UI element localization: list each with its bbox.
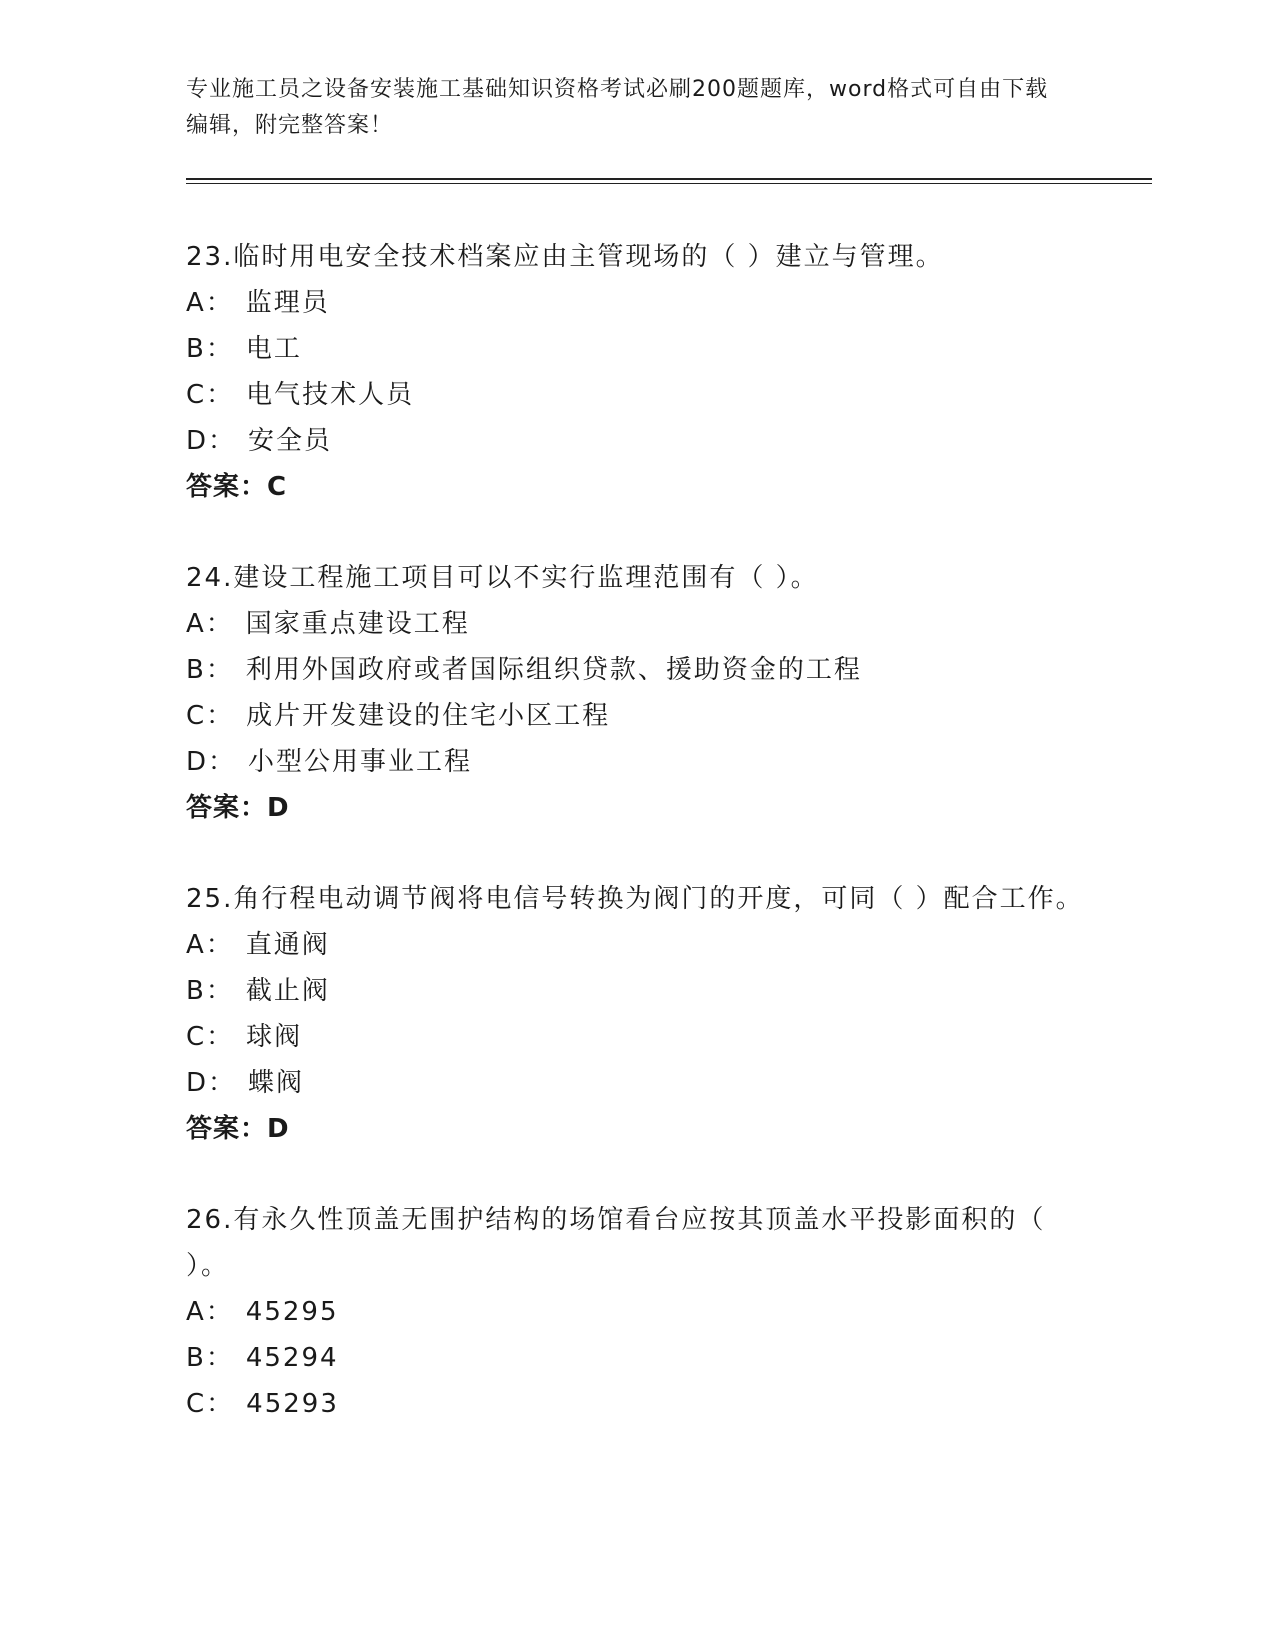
option-a (186, 922, 1086, 968)
option-key: A： (186, 609, 234, 639)
question-item (186, 555, 1086, 831)
option-key: B： (186, 334, 234, 364)
question-text: 23.临时用电安全技术档案应由主管现场的（ ）建立与管理。 (186, 242, 944, 272)
answer-text: 答案：C (186, 472, 288, 502)
option-d (186, 739, 1086, 785)
option-key: C： (186, 701, 235, 731)
question-item (186, 876, 1086, 1152)
header-divider-thin (186, 183, 1152, 184)
option-key: A： (186, 930, 234, 960)
option-text: 安全员 (248, 426, 333, 456)
option-b (186, 326, 1086, 372)
answer-text: 答案：D (186, 1114, 290, 1144)
question-list (186, 234, 1086, 1472)
question-item (186, 1197, 1086, 1427)
option-text: 电工 (245, 334, 302, 364)
option-text: 截止阀 (245, 976, 330, 1006)
option-text: 直通阀 (245, 930, 330, 960)
option-c (186, 1014, 1086, 1060)
header-divider-thick (186, 178, 1152, 180)
question-text: 26.有永久性顶盖无围护结构的场馆看台应按其顶盖水平投影面积的（ ）。 (186, 1205, 1046, 1281)
question-text: 24.建设工程施工项目可以不实行监理范围有（ ）。 (186, 563, 819, 593)
document-title: 专业施工员之设备安装施工基础知识资格考试必刷200题题库，word格式可自由下载编辑，附完整答案！ (186, 77, 1049, 138)
option-key: D： (186, 747, 237, 777)
option-text: 国家重点建设工程 (245, 609, 470, 639)
option-b (186, 1335, 1086, 1381)
option-d (186, 418, 1086, 464)
option-text: 45294 (245, 1343, 339, 1373)
option-a (186, 280, 1086, 326)
option-b (186, 968, 1086, 1014)
option-text: 45295 (245, 1297, 339, 1327)
option-key: D： (186, 426, 237, 456)
question-item (186, 234, 1086, 510)
option-key: C： (186, 380, 235, 410)
option-key: A： (186, 288, 234, 318)
option-a (186, 601, 1086, 647)
option-c (186, 693, 1086, 739)
question-text: 25.角行程电动调节阀将电信号转换为阀门的开度，可同（ ）配合工作。 (186, 884, 1084, 914)
option-text: 电气技术人员 (246, 380, 415, 410)
option-key: B： (186, 1343, 234, 1373)
option-key: C： (186, 1389, 235, 1419)
option-c (186, 372, 1086, 418)
option-text: 利用外国政府或者国际组织贷款、援助资金的工程 (245, 655, 862, 685)
option-c (186, 1381, 1086, 1427)
option-key: B： (186, 976, 234, 1006)
option-key: D： (186, 1068, 237, 1098)
option-key: C： (186, 1022, 235, 1052)
option-text: 成片开发建设的住宅小区工程 (246, 701, 611, 731)
option-text: 蝶阀 (248, 1068, 305, 1098)
option-text: 小型公用事业工程 (248, 747, 473, 777)
option-d (186, 1060, 1086, 1106)
answer-text: 答案：D (186, 793, 290, 823)
option-key: A： (186, 1297, 234, 1327)
option-text: 45293 (246, 1389, 339, 1419)
option-b (186, 647, 1086, 693)
option-a (186, 1289, 1086, 1335)
option-text: 球阀 (246, 1022, 303, 1052)
option-key: B： (186, 655, 234, 685)
option-text: 监理员 (245, 288, 330, 318)
